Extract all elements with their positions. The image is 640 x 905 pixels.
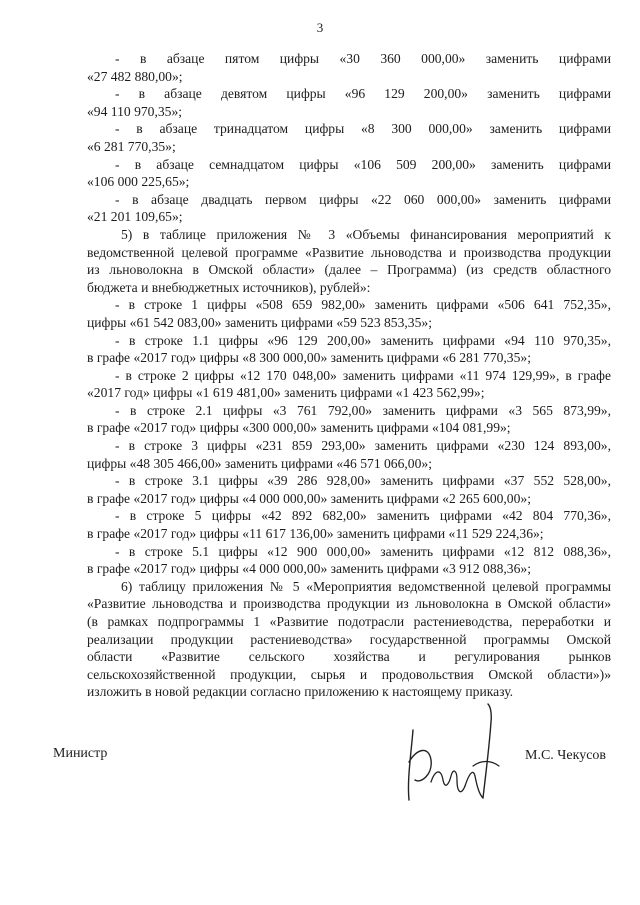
text-line: ведомственной целевой программе «Развитие льноводства и производства продукции: [87, 244, 611, 260]
text-line: - в строке 2.1 цифры «3 761 792,00» заменить цифрами «3 565 873,99»,: [115, 402, 611, 418]
text-line: изложить в новой редакции согласно приложению к настоящему приказу.: [87, 684, 514, 700]
signatory-position: Министр: [53, 746, 108, 761]
text-line: бюджета и внебюджетных источников), рублей»:: [87, 279, 371, 295]
text-line: в графе «2017 год» цифры «4 000 000,00» заменить цифрами «2 265 600,00»;: [87, 490, 531, 506]
text-line: - в строке 2 цифры «12 170 048,00» заменить цифрами «11 974 129,99», в графе: [115, 367, 611, 383]
text-line: «Развитие льноводства и производства продукции из льноволокна в Омской области»: [87, 596, 611, 612]
text-line: (в рамках подпрограммы 1 «Развитие подотрасли растениеводства, переработки и: [87, 614, 611, 629]
text-line: из льноволокна в Омской области» (далее – Программа) (из средств областного: [87, 262, 611, 278]
text-line: 6) таблицу приложения № 5 «Мероприятия ведомственной целевой программы: [121, 578, 611, 594]
signatory-name: М.С. Чекусов: [525, 748, 607, 763]
text-line: - в абзаце пятом цифры «30 360 000,00» заменить цифрами: [115, 51, 611, 66]
text-line: - в абзаце двадцать первом цифры «22 060 000,00» заменить цифрами: [115, 191, 611, 207]
text-line: в графе «2017 год» цифры «4 000 000,00» заменить цифрами «3 912 088,36»;: [87, 561, 531, 577]
text-line: - в абзаце тринадцатом цифры «8 300 000,00» заменить цифрами: [115, 121, 611, 137]
handwritten-signature: [395, 700, 510, 820]
text-line: в графе «2017 год» цифры «11 617 136,00» заменить цифрами «11 529 224,36»;: [87, 526, 544, 542]
text-line: - в строке 3.1 цифры «39 286 928,00» заменить цифрами «37 552 528,00»,: [115, 473, 611, 489]
text-line: - в строке 1.1 цифры «96 129 200,00» заменить цифрами «94 110 970,35»,: [115, 332, 611, 348]
text-line: 5) в таблице приложения № 3 «Объемы финансирования мероприятий к: [121, 226, 611, 242]
text-line: цифры «48 305 466,00» заменить цифрами «46 571 066,00»;: [87, 455, 432, 471]
text-line: «6 281 770,35»;: [87, 138, 176, 154]
text-line: «106 000 225,65»;: [87, 174, 190, 190]
text-line: сельскохозяйственной продукции, сырья и продовольствия Омской области»)»: [87, 666, 611, 682]
text-line: - в строке 5.1 цифры «12 900 000,00» заменить цифрами «12 812 088,36»,: [115, 543, 611, 559]
text-line: «94 110 970,35»;: [87, 103, 183, 119]
text-line: - в абзаце семнадцатом цифры «106 509 200,00» заменить цифрами: [115, 156, 611, 172]
text-line: - в строке 1 цифры «508 659 982,00» заменить цифрами «506 641 752,35»,: [115, 297, 611, 313]
page-number: 3: [316, 20, 324, 35]
text-line: - в строке 3 цифры «231 859 293,00» заменить цифрами «230 124 893,00»,: [115, 438, 611, 454]
text-line: реализации продукции растениеводства» государственной программы Омской: [87, 631, 611, 647]
document-body: [87, 50, 611, 701]
text-line: в графе «2017 год» цифры «300 000,00» заменить цифрами «104 081,99»;: [87, 420, 511, 436]
text-line: в графе «2017 год» цифры «8 300 000,00» заменить цифрами «6 281 770,35»;: [87, 350, 531, 366]
text-line: цифры «61 542 083,00» заменить цифрами «59 523 853,35»;: [87, 314, 432, 330]
text-line: «27 482 880,00»;: [87, 68, 183, 84]
text-line: - в абзаце девятом цифры «96 129 200,00» заменить цифрами: [115, 86, 611, 102]
text-line: «21 201 109,65»;: [87, 209, 183, 225]
text-line: области «Развитие сельского хозяйства и регулирования рынков: [87, 649, 611, 665]
text-line: «2017 год» цифры «1 619 481,00» заменить цифрами «1 423 562,99»;: [87, 385, 485, 401]
text-line: - в строке 5 цифры «42 892 682,00» заменить цифрами «42 804 770,36»,: [115, 508, 611, 524]
